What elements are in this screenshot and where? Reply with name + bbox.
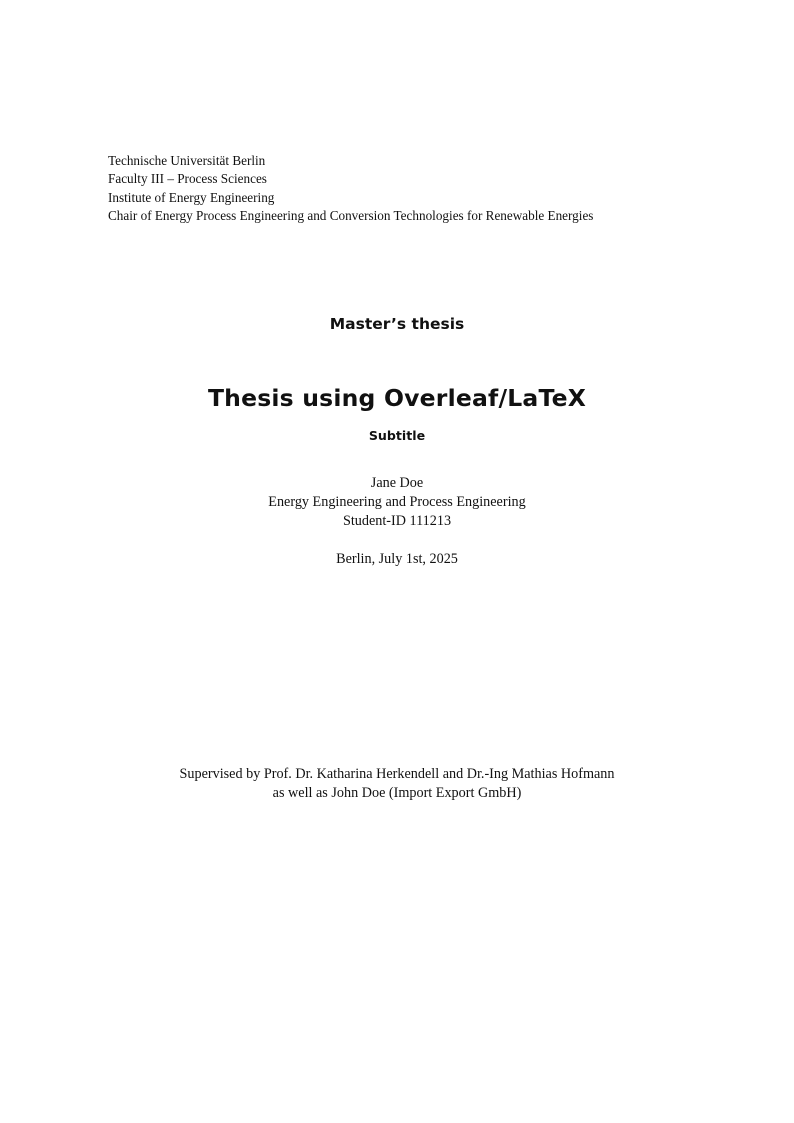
thesis-type: Master’s thesis (329, 315, 465, 333)
thesis-title: Thesis using Overleaf/LaTeX (207, 384, 587, 412)
study-program: Energy Engineering and Process Engineering (268, 494, 526, 510)
external-supervisor-line: as well as John Doe (Import Export GmbH) (272, 785, 522, 801)
chair-name: Chair of Energy Process Engineering and Conversion Technologies for Renewable Energies (108, 207, 594, 223)
supervisors-line: Supervised by Prof. Dr. Katharina Herkendell and Dr.-Ing Mathias Hofmann (179, 766, 615, 782)
faculty-name: Faculty III – Process Sciences (108, 171, 267, 187)
supervision-block (0, 765, 794, 803)
author-name: Jane Doe (370, 475, 424, 491)
author-block (0, 474, 794, 531)
place-date: Berlin, July 1st, 2025 (336, 551, 458, 567)
thesis-subtitle: Subtitle (368, 428, 426, 443)
institute-name: Institute of Energy Engineering (108, 189, 275, 205)
student-id: Student-ID 111213 (342, 513, 452, 529)
institution-block (108, 152, 593, 225)
university-name: Technische Universität Berlin (108, 153, 266, 168)
